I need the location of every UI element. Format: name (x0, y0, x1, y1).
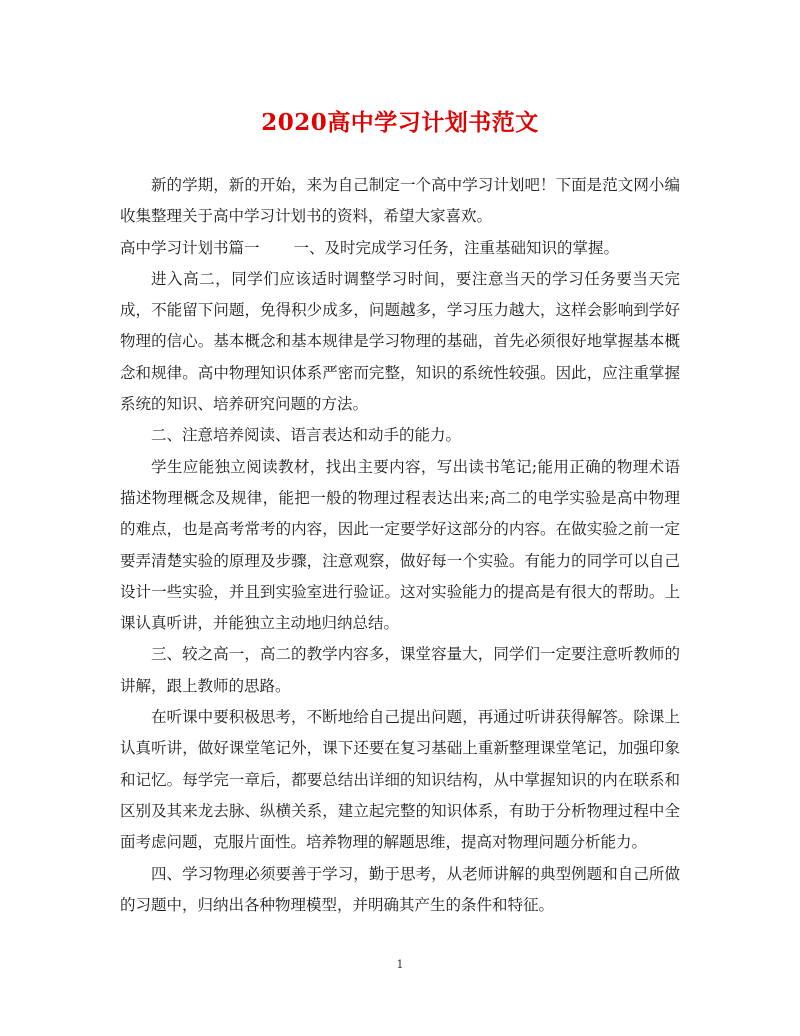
section-heading-line (120, 233, 680, 264)
paragraph-study-time: 进入高二，同学们应该适时调整学习时间，要注意当天的学习任务要当天完成，不能留下问题，免得积少成多，问题越多，学习压力越大，这样会影响到学好物理的信心。基本概念和基本规律是学习物理的基础，首先必须很好地掌握基本概念和规律。高中物理知识体系严密而完整，知识的系统性较强。因此，应注重掌握系统的知识、培养研究问题的方法。 (120, 269, 680, 414)
document-body (120, 170, 680, 921)
point-two-heading: 二、注意培养阅读、语言表达和动手的能力。 (151, 426, 462, 445)
paragraph-reading-experiments: 学生应能独立阅读教材，找出主要内容，写出读书笔记;能用正确的物理术语描述物理概念及规律，能把一般的物理过程表达出来;高二的电学实验是高中物理的难点，也是高考常考的内容，因此一定要学好这部分的内容。在做实验之前一定要弄清楚实验的原理及步骤，注意观察，做好每一个实验。有能力的同学可以自己设计一些实验，并且到实验室进行验证。这对实验能力的提高是有很大的帮助。上课认真听讲，并能独立主动地归纳总结。 (120, 457, 680, 633)
intro-paragraph: 新的学期，新的开始，来为自己制定一个高中学习计划吧！下面是范文网小编收集整理关于高中学习计划书的资料，希望大家喜欢。 (120, 176, 680, 226)
point-three-heading: 三、较之高一，高二的教学内容多，课堂容量大，同学们一定要注意听教师的讲解，跟上教师的思路。 (120, 645, 680, 695)
point-four-heading: 四、学习物理必须要善于学习，勤于思考，从老师讲解的典型例题和自己所做的习题中，归纳出各种物理模型，并明确其产生的条件和特征。 (120, 864, 680, 914)
section-first-point: 一、及时完成学习任务，注重基础知识的掌握。 (293, 238, 620, 257)
paragraph-listening: 在听课中要积极思考，不断地给自己提出问题，再通过听讲获得解答。除课上认真听讲，做好课堂笔记外，课下还要在复习基础上重新整理课堂笔记，加强印象和记忆。每学完一章后，都要总结出详细的知识结构，从中掌握知识的内在联系和区别及其来龙去脉、纵横关系，建立起完整的知识体系，有助于分析物理过程中全面考虑问题，克服片面性。培养物理的解题思维，提高对物理问题分析能力。 (120, 708, 680, 852)
page-number: 1 (396, 958, 404, 971)
section-heading: 高中学习计划书篇一 (120, 238, 260, 257)
document-title: 2020高中学习计划书范文 (261, 109, 539, 136)
